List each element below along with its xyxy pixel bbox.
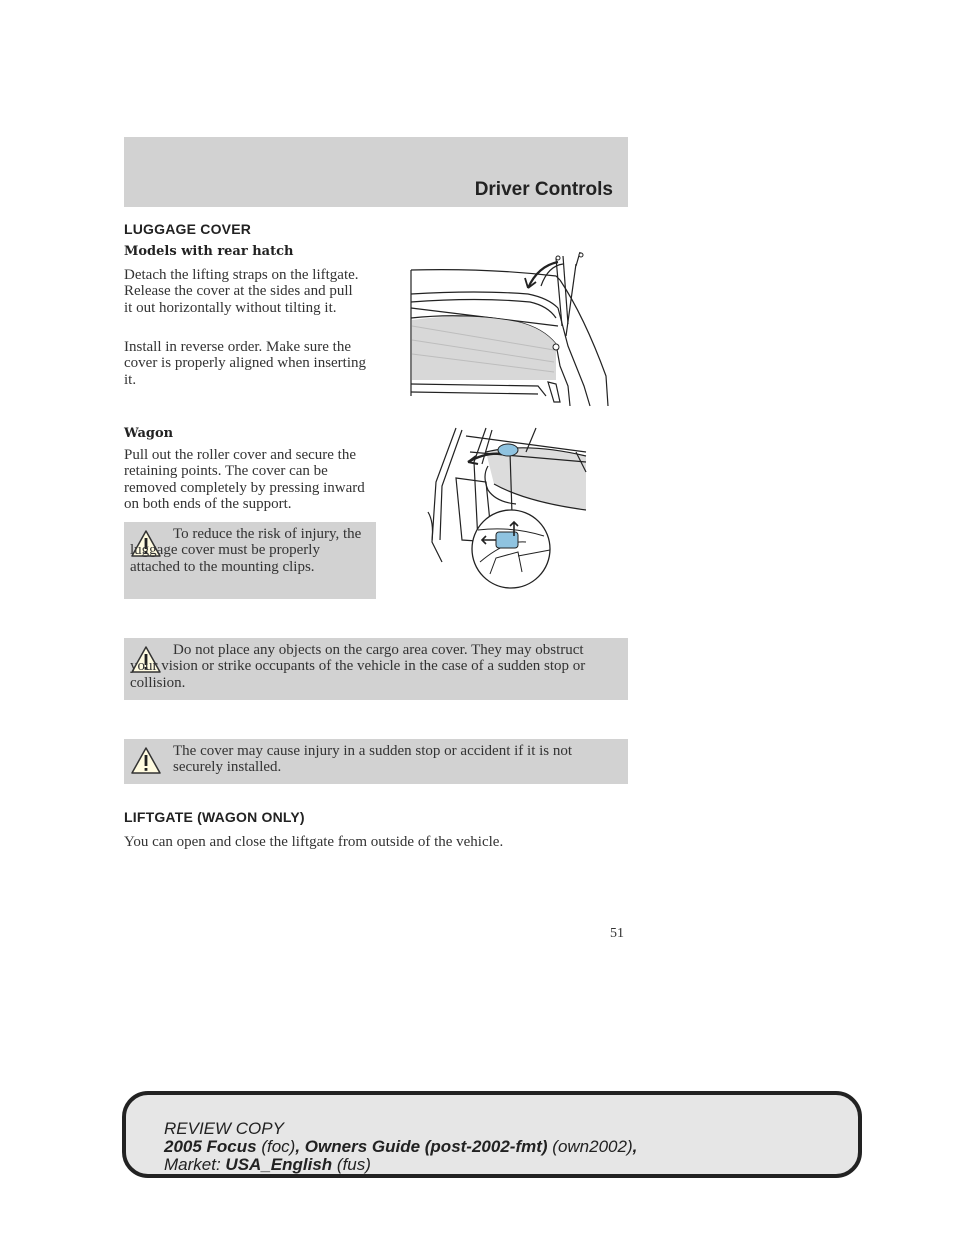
rear-hatch-cover-illustration (408, 246, 614, 410)
review-copy-footer (122, 1091, 862, 1178)
review-copy-text (164, 1120, 637, 1174)
rear-hatch-paragraph-1: Detach the lifting straps on the liftgate. Release the cover at the sides and pull it out horizontally without tilting it. (124, 267, 359, 316)
warning-triangle-icon (130, 746, 162, 776)
warning-box-cargo-cover-objects (124, 638, 628, 700)
footer-model-code: (foc) (261, 1137, 296, 1156)
liftgate-paragraph: You can open and close the liftgate from outside of the vehicle. (124, 834, 504, 850)
warning-box-secure-install (124, 739, 628, 784)
footer-market: USA_English (225, 1155, 333, 1174)
wagon-roller-cover-illustration (426, 422, 590, 592)
rear-hatch-subheading: Models with rear hatch (124, 244, 294, 259)
footer-guide: , Owners Guide (post-2002-fmt) (295, 1137, 548, 1156)
footer-market-label: Market: (164, 1155, 221, 1174)
warning-text: To reduce the risk of injury, the luggage cover must be properly attached to the mounting clips. (130, 526, 362, 575)
wagon-paragraph: Pull out the roller cover and secure the retaining points. The cover can be removed completely by pressing inward on both ends of the support. (124, 447, 365, 513)
footer-market-code: (fus) (336, 1155, 371, 1174)
section-title: Driver Controls (474, 179, 613, 200)
section-header-band (124, 137, 628, 207)
page-number: 51 (610, 926, 624, 941)
footer-guide-code: (own2002) (552, 1137, 633, 1156)
liftgate-heading: LIFTGATE (WAGON ONLY) (124, 809, 305, 825)
footer-comma: , (632, 1137, 638, 1156)
footer-model: 2005 Focus (164, 1137, 257, 1156)
warning-box-mounting-clips (124, 522, 376, 599)
review-copy-label: REVIEW COPY (164, 1119, 284, 1138)
warning-text: Do not place any objects on the cargo area cover. They may obstruct your vision or strike occupants of the vehicle in the case of a sudden stop or collision. (130, 642, 586, 691)
rear-hatch-paragraph-2: Install in reverse order. Make sure the cover is properly aligned when inserting it. (124, 339, 367, 388)
luggage-cover-heading: LUGGAGE COVER (124, 221, 252, 237)
wagon-subheading: Wagon (124, 426, 174, 441)
warning-text: The cover may cause injury in a sudden stop or accident if it is not securely installed. (173, 743, 573, 776)
